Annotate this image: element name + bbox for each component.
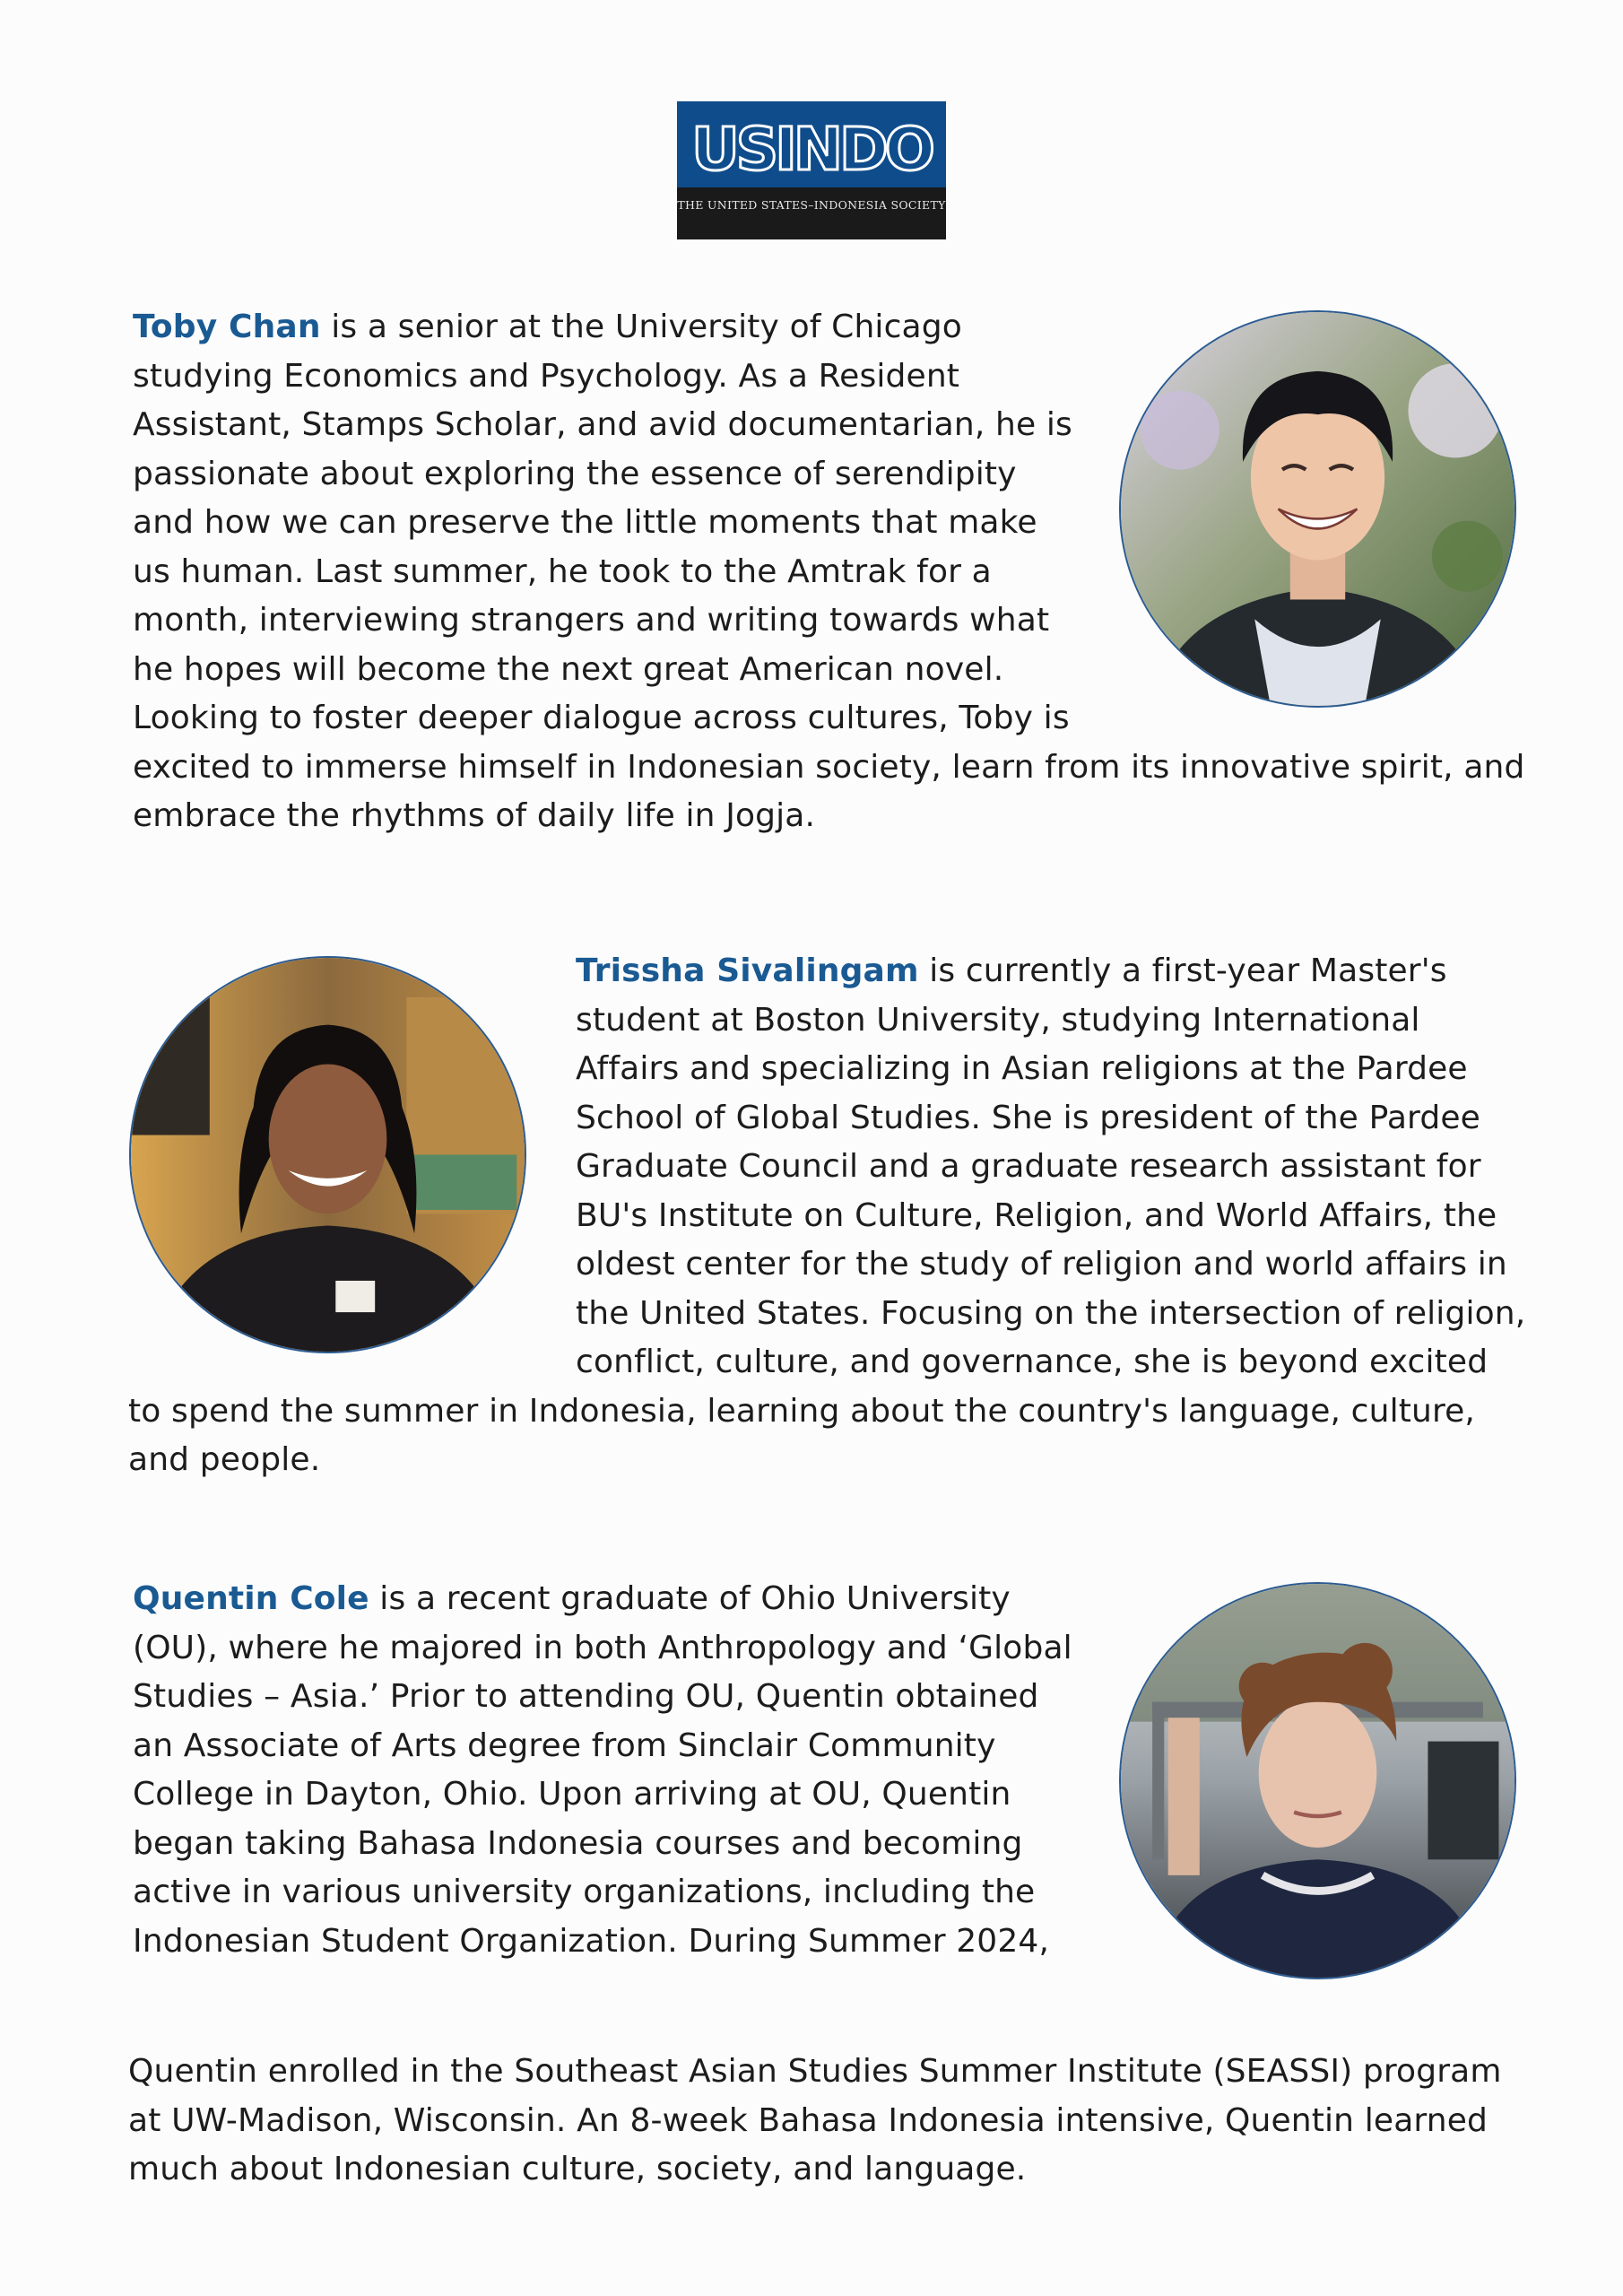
bio-quentin-cole-continuation: Quentin enrolled in the Southeast Asian Studies Summer Institute (SEASSI) program at UW-Madison, Wisconsin. An 8-week Bahasa Indonesia intensive, Quentin learned much about Indonesian culture, society, and language. bbox=[128, 2053, 1502, 2187]
bio-toby-chan bbox=[133, 303, 1527, 841]
bio-text: is currently a first-year Master's student at Boston University, studying International Affairs and specializing in Asian religions at the Pardee School of Global Studies. She is president of the Pardee Graduate Council and a graduate research assistant for BU's Institute on Culture, Religion, and World Affairs, the oldest center for the study of religion and world affairs in the United States. Focusing on the intersection of religion, conflict, culture, and governance, she is beyond excited to spend the summer in Indonesia, learning about the country's language, culture, and people. bbox=[128, 952, 1526, 1478]
toby-chan-photo bbox=[1119, 310, 1516, 708]
bio-name: Toby Chan bbox=[133, 309, 321, 345]
bio-name: Trissha Sivalingam bbox=[576, 952, 919, 989]
logo-wordmark: USINDO bbox=[691, 115, 932, 184]
bio-quentin-cole bbox=[133, 1575, 1527, 1996]
portrait-photo-icon bbox=[1121, 312, 1515, 706]
quentin-cole-photo bbox=[1119, 1582, 1516, 1979]
bio-trissha-sivalingam bbox=[128, 947, 1527, 1485]
logo-tagline: THE UNITED STATES–INDONESIA SOCIETY bbox=[677, 198, 946, 212]
usindo-logo bbox=[677, 101, 946, 239]
portrait-photo-icon bbox=[1121, 1584, 1515, 1978]
bio-name: Quentin Cole bbox=[133, 1580, 369, 1617]
bio-text: is a recent graduate of Ohio University (OU), where he majored in both Anthropology and ‘Global Studies – Asia.’ Prior to attending OU, Quentin obtained an Associate of Arts degree from Sinclair Community College in Dayton, Ohio. Upon arriving at OU, Quentin began taking Bahasa Indonesia courses and becoming active in various university organizations, including the Indonesian Student Organization. During Summer 2024, bbox=[133, 1580, 1072, 1960]
portrait-photo-icon bbox=[131, 958, 525, 1352]
bio-text: is a senior at the University of Chicago studying Economics and Psychology. As a Resident Assistant, Stamps Scholar, and avid documentarian, he is passionate about exploring the essence of serendipity and how we can preserve the little moments that make us human. Last summer, he took to the Amtrak for a month, interviewing strangers and writing towards what he hopes will become the next great American novel. Looking to foster deeper dialogue across cultures, Toby is excited to immerse himself in Indonesian society, learn from its innovative spirit, and embrace the rhythms of daily life in Jogja. bbox=[133, 309, 1525, 834]
trissha-sivalingam-photo bbox=[129, 956, 526, 1353]
